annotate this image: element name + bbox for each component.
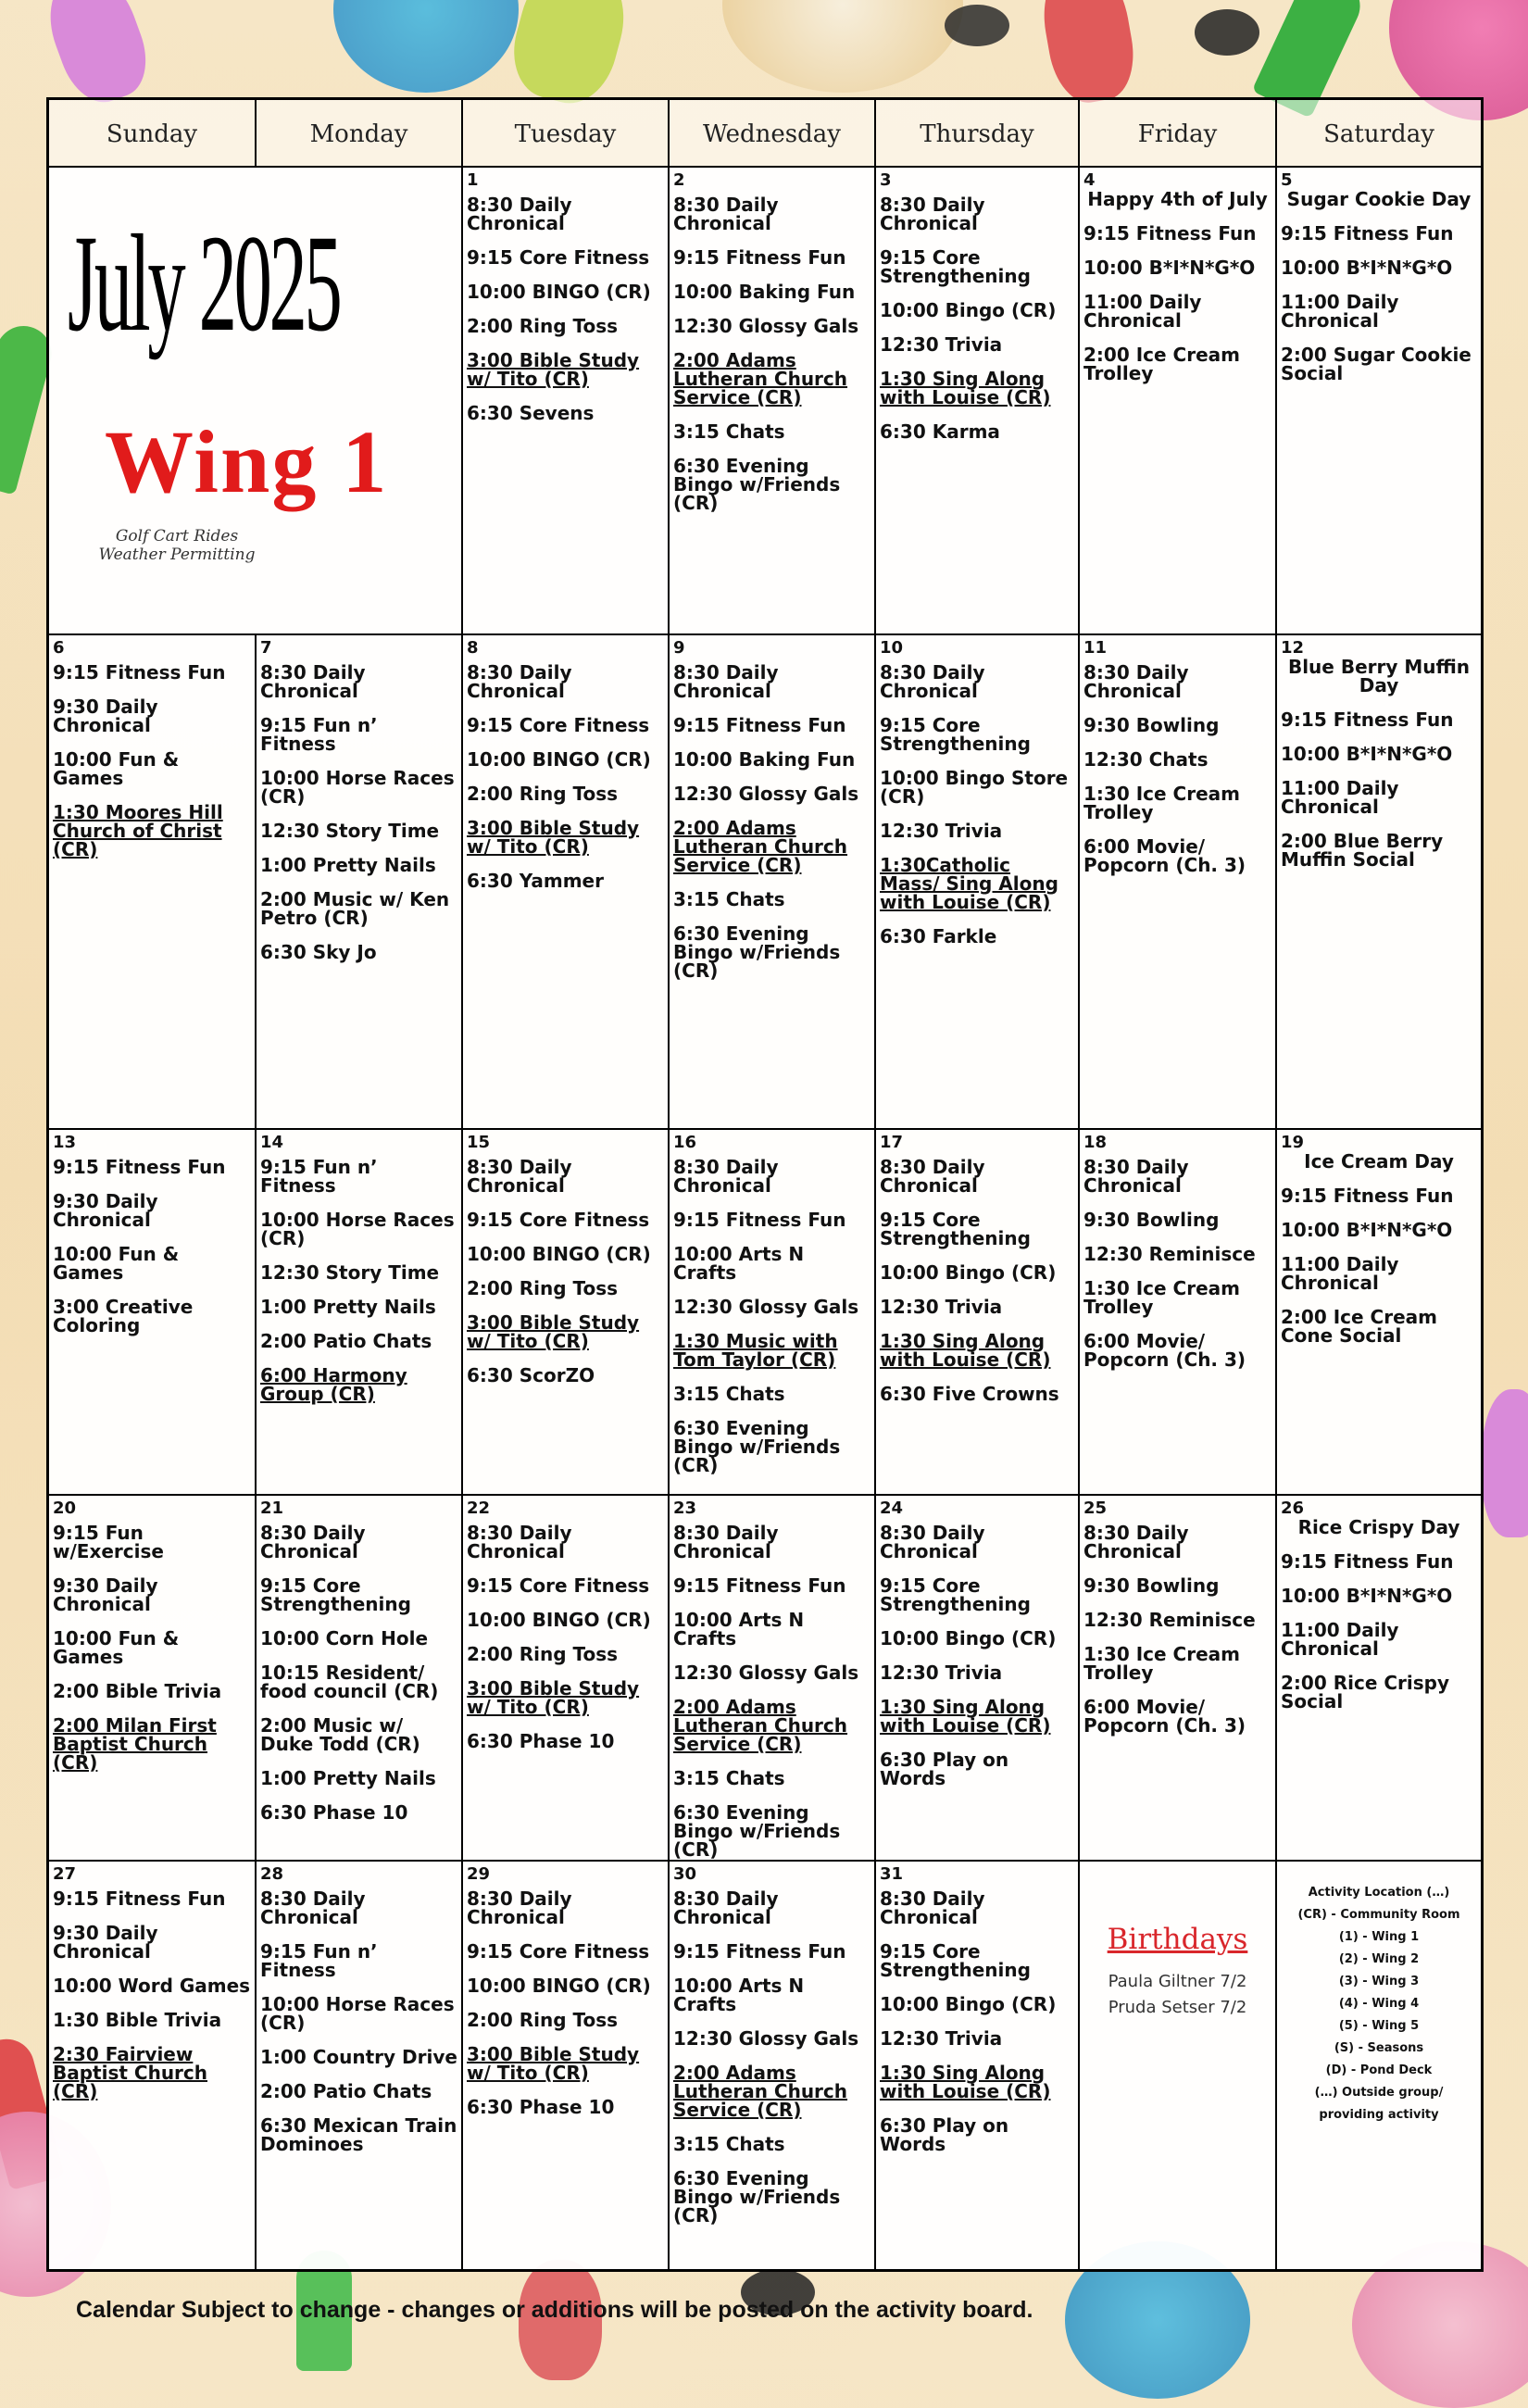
legend-title: Activity Location (…) [1308,1886,1450,1900]
activity-entry: 8:30 Daily Chronical [673,194,779,234]
activity-entry: 2:00 Blue Berry Muffin Social [1281,830,1444,871]
activity-entry: 10:00 Corn Hole [260,1627,429,1649]
birthdays-cell [1080,1862,1277,2269]
activity-entry: 2:00 Adams Lutheran Church Service (CR) [673,1696,848,1755]
activity-entry: 10:00 Bingo (CR) [880,299,1057,321]
activity-entry: 1:00 Country Drive [260,2046,457,2068]
activity-entry: 9:30 Daily Chronical [53,1574,158,1615]
activity-entry: 3:00 Bible Study w/ Tito (CR) [467,817,640,858]
activity-entry: 9:15 Fitness Fun [673,1574,846,1597]
activity-entry: 9:15 Fitness Fun [673,1940,846,1963]
day-number: 15 [467,1133,491,1152]
special-day-title: Rice Crispy Day [1297,1516,1460,1538]
legend-item: (1) - Wing 1 [1338,1930,1420,1944]
activity-entry: 12:30 Story Time [260,1261,440,1284]
activity-entry: 1:30 Sing Along with Louise (CR) [880,1696,1051,1737]
day-cell [463,1496,670,1862]
day-cell [1080,1496,1277,1862]
activity-entry: 2:00 Bible Trivia [53,1680,222,1702]
special-day-title: Ice Cream Day [1304,1150,1454,1173]
day-number: 17 [880,1133,904,1152]
legend-item: (5) - Wing 5 [1338,2019,1420,2033]
activity-entry: 1:00 Pretty Nails [260,1767,436,1789]
legend-item: (3) - Wing 3 [1338,1975,1420,1988]
activity-entry: 2:00 Ice Cream Trolley [1083,344,1240,384]
activity-entry: 8:30 Daily Chronical [880,661,985,702]
activity-entry: 9:15 Core Strengthening [880,246,1031,287]
activity-entry: 9:15 Core Fitness [467,1574,650,1597]
activity-entry: 9:15 Fitness Fun [1281,1185,1454,1207]
activity-entry: 10:15 Resident/ food council (CR) [260,1662,439,1702]
weekday-header-sunday: Sunday [49,100,257,168]
day-number: 22 [467,1499,491,1518]
golf-cart-note [75,527,279,564]
activity-entry: 1:30 Sing Along with Louise (CR) [880,368,1051,408]
activity-entry: 1:30Catholic Mass/ Sing Along with Louise (CR) [880,854,1058,913]
activity-entry: 10:00 Word Games [53,1975,251,1997]
day-number: 12 [1281,638,1305,658]
activity-entry: 6:00 Movie/ Popcorn (Ch. 3) [1083,1330,1246,1371]
day-cell [49,635,257,1130]
activity-entry: 9:15 Fitness Fun [1083,222,1257,245]
activity-entry: 2:00 Adams Lutheran Church Service (CR) [673,349,848,408]
activity-entry: 6:30 Evening Bingo w/Friends (CR) [673,455,841,514]
activity-entry: 9:30 Daily Chronical [53,1922,158,1963]
activity-entry: 2:00 Ring Toss [467,1643,619,1665]
activity-entry: 10:00 B*I*N*G*O [1281,743,1453,765]
day-number: 21 [260,1499,284,1518]
activity-entry: 10:00 Bingo (CR) [880,1261,1057,1284]
activity-entry: 9:15 Core Fitness [467,1209,650,1231]
flip-flop-decoration [36,0,158,112]
activity-entry: 1:00 Pretty Nails [260,1296,436,1318]
day-cell [876,168,1080,635]
activity-entry: 9:15 Core Strengthening [880,1574,1031,1615]
activity-entry: 10:00 Horse Races (CR) [260,767,455,808]
activity-entry: 2:00 Patio Chats [260,1330,432,1352]
activity-entry: 9:15 Fitness Fun [53,1888,226,1910]
weekday-header-monday: Monday [257,100,463,168]
day-cell [1080,635,1277,1130]
activity-entry: 8:30 Daily Chronical [467,1522,572,1562]
activity-entry: 2:00 Music w/ Ken Petro (CR) [260,888,450,929]
golf-cart-note-line1: Golf Cart Rides [115,527,239,546]
activity-entry: 6:30 Play on Words [880,1749,1009,1789]
day-number: 8 [467,638,479,658]
activity-entry: 9:15 Core Strengthening [880,1940,1031,1981]
footer-note: Calendar Subject to change - changes or additions will be posted on the activity board. [76,2297,1033,2323]
day-number: 3 [880,170,892,190]
day-cell [876,1862,1080,2269]
day-number: 30 [673,1864,697,1884]
activity-entry: 9:15 Fun n’ Fitness [260,714,378,755]
activity-entry: 10:00 Horse Races (CR) [260,1209,455,1249]
activity-entry: 8:30 Daily Chronical [880,1522,985,1562]
day-number: 29 [467,1864,491,1884]
day-cell [463,1862,670,2269]
activity-entry: 6:30 ScorZO [467,1364,595,1386]
activity-entry: 6:30 Farkle [880,925,997,947]
activity-entry: 8:30 Daily Chronical [673,1888,779,1928]
day-number: 31 [880,1864,904,1884]
weekday-header-friday: Friday [1080,100,1277,168]
month-title: July 2025 [68,207,340,360]
activity-entry: 8:30 Daily Chronical [467,1888,572,1928]
day-number: 18 [1083,1133,1108,1152]
activity-entry: 10:00 Fun & Games [53,748,180,789]
sunglasses-decoration [1195,9,1259,56]
activity-entry: 9:30 Bowling [1083,714,1220,736]
activity-entry: 9:15 Fun w/Exercise [53,1522,164,1562]
day-number: 16 [673,1133,697,1152]
activity-entry: 6:30 Evening Bingo w/Friends (CR) [673,1417,841,1476]
activity-entry: 1:30 Ice Cream Trolley [1083,1643,1240,1684]
day-number: 4 [1083,170,1096,190]
activity-entry: 10:00 BINGO (CR) [467,1975,651,1997]
activity-entry: 8:30 Daily Chronical [673,661,779,702]
activity-entry: 11:00 Daily Chronical [1281,777,1399,818]
birthdays-title: Birthdays [1107,1923,1248,1956]
activity-entry: 9:15 Fitness Fun [673,246,846,269]
day-cell [670,1496,876,1862]
activity-entry: 9:15 Fitness Fun [673,714,846,736]
special-day-title: Happy 4th of July [1087,188,1268,210]
activity-entry: 2:00 Music w/ Duke Todd (CR) [260,1714,420,1755]
activity-entry: 12:30 Glossy Gals [673,315,859,337]
day-cell [49,1130,257,1496]
activity-entry: 10:00 BINGO (CR) [467,1609,651,1631]
day-cell [1080,1130,1277,1496]
legend-item: (S) - Seasons [1334,2041,1424,2055]
activity-entry: 10:00 Arts N Crafts [673,1243,805,1284]
day-number: 10 [880,638,904,658]
day-cell [876,635,1080,1130]
day-cell [1080,168,1277,635]
activity-entry: 12:30 Trivia [880,820,1003,842]
legend-item: (D) - Pond Deck [1325,2063,1433,2077]
legend-item: (4) - Wing 4 [1338,1997,1420,2011]
activity-entry: 1:30 Ice Cream Trolley [1083,1277,1240,1318]
activity-entry: 2:00 Adams Lutheran Church Service (CR) [673,2062,848,2121]
activity-entry: 12:30 Trivia [880,1296,1003,1318]
activity-entry: 8:30 Daily Chronical [260,1888,366,1928]
weekday-header-tuesday: Tuesday [463,100,670,168]
activity-entry: 2:00 Patio Chats [260,2080,432,2102]
activity-entry: 9:30 Daily Chronical [53,696,158,736]
activity-entry: 3:15 Chats [673,1767,785,1789]
activity-entry: 9:15 Fitness Fun [673,1209,846,1231]
activity-entry: 8:30 Daily Chronical [1083,661,1189,702]
activity-entry: 6:30 Evening Bingo w/Friends (CR) [673,922,841,982]
legend-item: (CR) - Community Room [1297,1908,1460,1922]
activity-entry: 6:30 Phase 10 [467,2096,615,2118]
activity-entry: 6:30 Phase 10 [260,1801,408,1824]
activity-entry: 9:15 Fitness Fun [1281,709,1454,731]
activity-entry: 9:15 Fitness Fun [1281,1550,1454,1573]
activity-entry: 8:30 Daily Chronical [467,194,572,234]
day-number: 27 [53,1864,77,1884]
activity-entry: 6:00 Movie/ Popcorn (Ch. 3) [1083,1696,1246,1737]
activity-entry: 10:00 BINGO (CR) [467,748,651,771]
day-number: 7 [260,638,272,658]
day-number: 24 [880,1499,904,1518]
activity-entry: 10:00 BINGO (CR) [467,281,651,303]
activity-entry: 10:00 Bingo (CR) [880,1627,1057,1649]
activity-entry: 1:30 Music with Tom Taylor (CR) [673,1330,838,1371]
day-number: 26 [1281,1499,1305,1518]
activity-entry: 12:30 Chats [1083,748,1209,771]
sunglasses-decoration [945,5,1009,46]
activity-entry: 3:00 Bible Study w/ Tito (CR) [467,349,640,390]
day-cell [876,1130,1080,1496]
activity-entry: 6:30 Evening Bingo w/Friends (CR) [673,2167,841,2226]
activity-entry: 10:00 BINGO (CR) [467,1243,651,1265]
activity-entry: 12:30 Trivia [880,2027,1003,2050]
activity-entry: 10:00 B*I*N*G*O [1281,1219,1453,1241]
activity-entry: 6:30 Karma [880,420,1000,443]
activity-location-legend [1277,1862,1481,2269]
day-number: 1 [467,170,479,190]
flip-flop-decoration [1035,0,1142,108]
calendar-title-block [49,168,463,635]
day-number: 5 [1281,170,1293,190]
activity-entry: 3:15 Chats [673,888,785,910]
day-cell [670,1130,876,1496]
day-number: 20 [53,1499,77,1518]
activity-entry: 9:15 Core Strengthening [880,1209,1031,1249]
activity-entry: 2:00 Ring Toss [467,2009,619,2031]
activity-entry: 2:00 Sugar Cookie Social [1281,344,1472,384]
activity-entry: 9:15 Core Strengthening [260,1574,411,1615]
day-cell [670,1862,876,2269]
activity-entry: 9:15 Fitness Fun [53,661,226,684]
special-day-title: Blue Berry Muffin Day [1287,656,1471,696]
activity-entry: 9:15 Core Strengthening [880,714,1031,755]
activity-entry: 10:00 Fun & Games [53,1627,180,1668]
activity-entry: 1:30 Moores Hill Church of Christ (CR) [53,801,223,860]
activity-entry: 10:00 Bingo Store (CR) [880,767,1069,808]
day-number: 9 [673,638,685,658]
activity-entry: 8:30 Daily Chronical [1083,1156,1189,1197]
activity-entry: 9:15 Core Fitness [467,246,650,269]
day-cell [1277,1130,1481,1496]
activity-entry: 12:30 Reminisce [1083,1243,1256,1265]
weekday-header-thursday: Thursday [876,100,1080,168]
activity-entry: 12:30 Trivia [880,333,1003,356]
day-cell [49,1496,257,1862]
activity-entry: 12:30 Trivia [880,1662,1003,1684]
day-number: 28 [260,1864,284,1884]
day-cell [670,168,876,635]
day-cell [257,1862,463,2269]
beach-ball-decoration [333,0,519,93]
flip-flop-decoration [1482,1389,1528,1537]
activity-entry: 1:30 Bible Trivia [53,2009,222,2031]
day-number: 11 [1083,638,1108,658]
day-number: 13 [53,1133,77,1152]
day-cell [463,168,670,635]
activity-entry: 3:15 Chats [673,2133,785,2155]
activity-entry: 6:30 Mexican Train Dominoes [260,2114,457,2155]
flip-flop-decoration [502,0,636,113]
activity-entry: 9:15 Fitness Fun [1281,222,1454,245]
weekday-header-wednesday: Wednesday [670,100,876,168]
activity-entry: 9:30 Bowling [1083,1209,1220,1231]
day-number: 14 [260,1133,284,1152]
activity-entry: 12:30 Glossy Gals [673,783,859,805]
activity-entry: 6:30 Evening Bingo w/Friends (CR) [673,1801,841,1861]
activity-entry: 10:00 Baking Fun [673,281,856,303]
activity-entry: 9:15 Fitness Fun [53,1156,226,1178]
activity-entry: 8:30 Daily Chronical [260,1522,366,1562]
birthday-entry: Pruda Setser 7/2 [1108,1998,1247,2017]
activity-entry: 2:00 Ring Toss [467,783,619,805]
wing-title: Wing 1 [105,412,389,511]
legend-item: (2) - Wing 2 [1338,1952,1420,1966]
activity-entry: 11:00 Daily Chronical [1281,1253,1399,1294]
activity-entry: 10:00 Horse Races (CR) [260,1993,455,2034]
activity-entry: 12:30 Glossy Gals [673,1662,859,1684]
special-day-title: Sugar Cookie Day [1286,188,1472,210]
day-number: 25 [1083,1499,1108,1518]
day-cell [257,635,463,1130]
day-cell [876,1496,1080,1862]
day-number: 23 [673,1499,697,1518]
activity-entry: 6:30 Sky Jo [260,941,377,963]
day-cell [257,1496,463,1862]
activity-entry: 2:00 Rice Crispy Social [1281,1672,1450,1712]
day-cell [1277,168,1481,635]
activity-entry: 10:00 Bingo (CR) [880,1993,1057,2015]
activity-entry: 8:30 Daily Chronical [673,1156,779,1197]
day-cell [257,1130,463,1496]
activity-entry: 9:15 Fun n’ Fitness [260,1940,378,1981]
activity-entry: 1:00 Pretty Nails [260,854,436,876]
activity-entry: 3:00 Bible Study w/ Tito (CR) [467,2043,640,2084]
activity-entry: 10:00 Baking Fun [673,748,856,771]
activity-entry: 2:00 Ring Toss [467,315,619,337]
activity-entry: 10:00 B*I*N*G*O [1281,257,1453,279]
activity-entry: 2:00 Ice Cream Cone Social [1281,1306,1437,1347]
activity-entry: 11:00 Daily Chronical [1083,291,1202,332]
activity-entry: 9:30 Daily Chronical [53,1190,158,1231]
activity-entry: 6:00 Movie/ Popcorn (Ch. 3) [1083,835,1246,876]
activity-entry: 3:15 Chats [673,1383,785,1405]
day-cell [463,635,670,1130]
activity-entry: 6:30 Phase 10 [467,1730,615,1752]
activity-entry: 10:00 Arts N Crafts [673,1609,805,1649]
activity-entry: 3:00 Bible Study w/ Tito (CR) [467,1677,640,1718]
golf-cart-note-line2: Weather Permitting [98,546,256,564]
activity-entry: 12:30 Glossy Gals [673,2027,859,2050]
weekday-header-saturday: Saturday [1277,100,1481,168]
activity-entry: 6:30 Sevens [467,402,595,424]
activity-entry: 9:15 Core Fitness [467,1940,650,1963]
day-cell [49,1862,257,2269]
calendar-grid [46,97,1484,2272]
activity-entry: 9:30 Bowling [1083,1574,1220,1597]
activity-entry: 8:30 Daily Chronical [880,194,985,234]
day-number: 2 [673,170,685,190]
activity-entry: 10:00 Arts N Crafts [673,1975,805,2015]
activity-entry: 8:30 Daily Chronical [260,661,366,702]
activity-entry: 12:30 Reminisce [1083,1609,1256,1631]
day-number: 6 [53,638,65,658]
activity-entry: 8:30 Daily Chronical [880,1156,985,1197]
day-cell [1277,1496,1481,1862]
activity-entry: 10:00 B*I*N*G*O [1281,1585,1453,1607]
day-cell [1277,635,1481,1130]
activity-entry: 2:30 Fairview Baptist Church (CR) [53,2043,208,2102]
activity-entry: 8:30 Daily Chronical [1083,1522,1189,1562]
activity-entry: 9:15 Core Fitness [467,714,650,736]
legend-item: (…) Outside group/ providing activity [1314,2086,1444,2122]
activity-entry: 12:30 Story Time [260,820,440,842]
activity-entry: 3:15 Chats [673,420,785,443]
day-cell [463,1130,670,1496]
birthday-entry: Paula Giltner 7/2 [1108,1972,1247,1991]
activity-entry: 3:00 Bible Study w/ Tito (CR) [467,1311,640,1352]
activity-entry: 11:00 Daily Chronical [1281,1619,1399,1660]
activity-entry: 2:00 Adams Lutheran Church Service (CR) [673,817,848,876]
activity-entry: 6:30 Five Crowns [880,1383,1059,1405]
day-number: 19 [1281,1133,1305,1152]
activity-entry: 3:00 Creative Coloring [53,1296,194,1336]
beach-ball-decoration [722,0,963,93]
day-cell [670,635,876,1130]
activity-entry: 8:30 Daily Chronical [880,1888,985,1928]
activity-entry: 1:30 Sing Along with Louise (CR) [880,2062,1051,2102]
activity-entry: 6:30 Play on Words [880,2114,1009,2155]
activity-entry: 10:00 B*I*N*G*O [1083,257,1256,279]
activity-entry: 9:15 Fun n’ Fitness [260,1156,378,1197]
activity-entry: 1:30 Ice Cream Trolley [1083,783,1240,823]
activity-entry: 6:00 Harmony Group (CR) [260,1364,407,1405]
activity-entry: 6:30 Yammer [467,870,604,892]
activity-entry: 11:00 Daily Chronical [1281,291,1399,332]
activity-entry: 2:00 Ring Toss [467,1277,619,1299]
activity-entry: 10:00 Fun & Games [53,1243,180,1284]
activity-entry: 8:30 Daily Chronical [673,1522,779,1562]
activity-entry: 12:30 Glossy Gals [673,1296,859,1318]
activity-entry: 8:30 Daily Chronical [467,1156,572,1197]
activity-entry: 8:30 Daily Chronical [467,661,572,702]
activity-entry: 2:00 Milan First Baptist Church (CR) [53,1714,217,1774]
activity-entry: 1:30 Sing Along with Louise (CR) [880,1330,1051,1371]
